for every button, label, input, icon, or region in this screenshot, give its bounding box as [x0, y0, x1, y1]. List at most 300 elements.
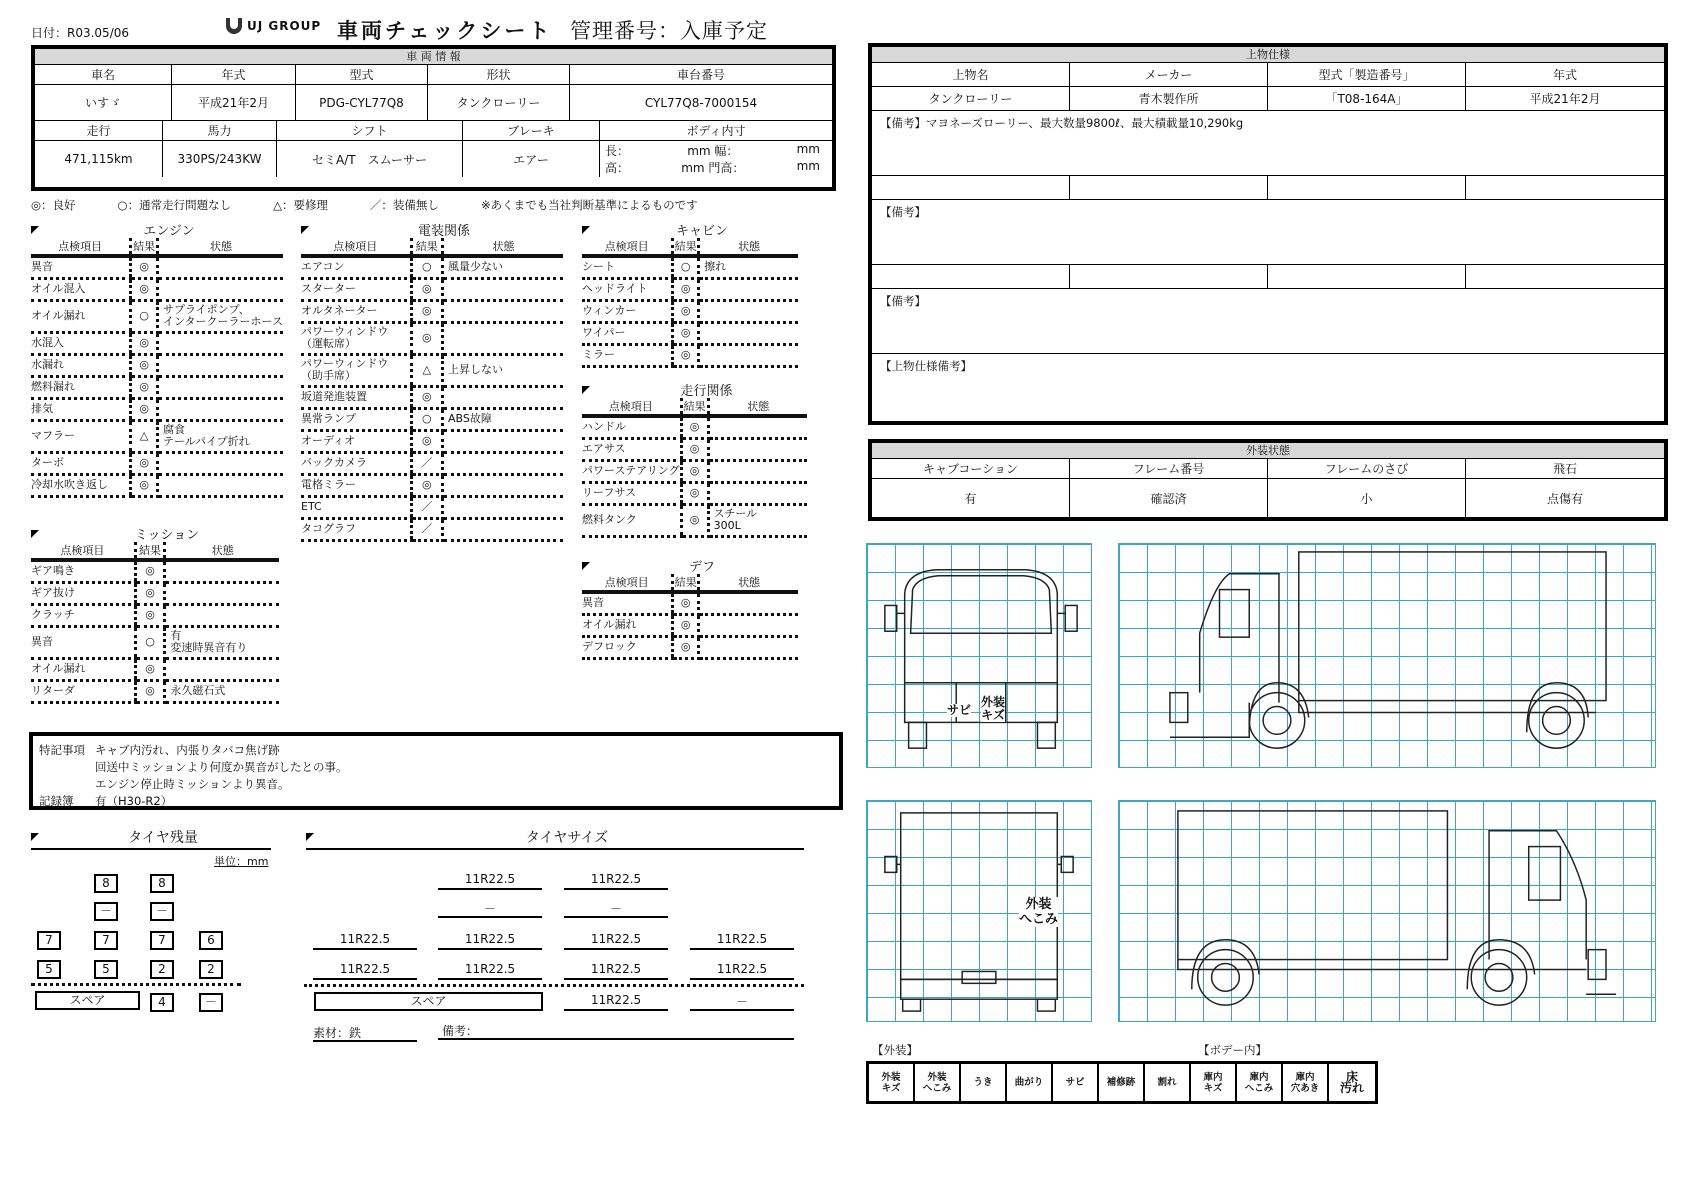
- check-result: ◎: [673, 322, 699, 344]
- section-name: 電装関係: [417, 224, 470, 239]
- spec-blank-row: [872, 176, 1664, 200]
- table-header-row: [582, 398, 807, 416]
- tire-depth: 7: [150, 931, 174, 950]
- section-title: [582, 557, 798, 574]
- section-name: キャビン: [675, 224, 728, 239]
- check-state: [442, 300, 563, 322]
- tire-depth: 6: [199, 931, 223, 950]
- key-body-label: 【ボデー内】: [1198, 1043, 1267, 1057]
- tire-depth: 4: [150, 993, 174, 1012]
- check-item: 異音: [582, 592, 673, 614]
- mileage: 471,115km: [35, 141, 163, 177]
- maker: 青木製作所: [1070, 87, 1268, 110]
- brand-name: UJ GROUP: [247, 19, 322, 33]
- table-row: [301, 256, 563, 278]
- divider: [304, 984, 804, 987]
- check-result: ◎: [411, 430, 442, 452]
- col-header: 型式「製造番号」: [1268, 63, 1466, 86]
- dim-label: mm 幅：: [687, 144, 739, 158]
- col-item-header: 点検項目: [31, 542, 135, 560]
- damage-key-item: 補修跡: [1099, 1064, 1145, 1101]
- spec-memo: 【備考】マヨネーズローリー、最大数量9800ℓ、最大積載量10,290kg: [872, 111, 1664, 176]
- exterior-header-row: [872, 459, 1664, 479]
- cab-caution: 有: [872, 479, 1070, 517]
- table-row: [31, 354, 283, 376]
- table-row: [582, 636, 798, 658]
- col-result-header: 結果: [131, 238, 158, 256]
- tire-size: 11R22.5: [690, 932, 794, 950]
- check-item: パワーウィンドウ （助手席）: [301, 354, 411, 386]
- damage-key-item: 外装 へこみ: [915, 1064, 961, 1101]
- check-state: ABS故障: [442, 408, 563, 430]
- truck-right-side-drawing: [1119, 801, 1655, 1021]
- tire-depth: 8: [94, 874, 118, 893]
- col-header: 車台番号: [676, 68, 725, 82]
- check-state: [699, 344, 798, 366]
- table-row: [582, 278, 798, 300]
- check-result: △: [411, 354, 442, 386]
- spec-memo: 【上物仕様備考】: [880, 359, 972, 373]
- section-name: ミッション: [134, 528, 200, 543]
- check-state: [165, 658, 279, 680]
- check-result: ◎: [673, 300, 699, 322]
- check-result: ◎: [411, 278, 442, 300]
- check-result: ◎: [131, 474, 158, 496]
- col-header: 走行: [35, 121, 163, 140]
- check-item: 坂道発進装置: [301, 386, 411, 408]
- col-state-header: 状態: [699, 238, 798, 256]
- section-title: [301, 221, 563, 238]
- table-row: [31, 300, 283, 332]
- vehicle-info-table: [31, 45, 836, 191]
- check-state: 腐食 テールパイプ折れ: [157, 420, 283, 452]
- dim-label: mm 門高：: [681, 161, 745, 175]
- table-header-row: [31, 542, 279, 560]
- tire-depth: －: [199, 993, 223, 1012]
- check-state: [157, 452, 283, 474]
- tire-size: －: [564, 900, 668, 918]
- table-row: [31, 278, 283, 300]
- tire-size: 11R22.5: [438, 872, 542, 890]
- section-marker-icon: [582, 562, 590, 570]
- exterior-state: [868, 439, 1668, 521]
- check-item: パワーステアリング: [582, 460, 681, 482]
- upper-body-spec: [868, 43, 1668, 425]
- table-row: [31, 398, 283, 420]
- check-item: 冷却水吹き返し: [31, 474, 131, 496]
- check-item: ミラー: [582, 344, 673, 366]
- truck-right-side-diagram[interactable]: [1118, 800, 1656, 1022]
- col-result-header: 結果: [411, 238, 442, 256]
- check-result: ◎: [131, 354, 158, 376]
- divider: [306, 848, 804, 850]
- check-item: 燃料漏れ: [31, 376, 131, 398]
- col-state-header: 状態: [165, 542, 279, 560]
- tire-size: －: [438, 900, 542, 918]
- table-row: [582, 322, 798, 344]
- check-state: [157, 256, 283, 278]
- frame-rust: 小: [1268, 479, 1466, 517]
- check-item: リターダ: [31, 680, 135, 702]
- table-row: [582, 416, 807, 438]
- table-row: [31, 680, 279, 702]
- legend-item: ○：通常走行問題なし: [117, 198, 232, 212]
- tire-size: 11R22.5: [438, 962, 542, 980]
- damage-key-item: 割れ: [1145, 1064, 1191, 1101]
- special-notes: [29, 732, 843, 810]
- check-state: [699, 636, 798, 658]
- table-header-row: [301, 238, 563, 256]
- section-title: [31, 525, 279, 542]
- table-row: [301, 408, 563, 430]
- dim-label: mm: [796, 159, 820, 173]
- mission-section: [31, 525, 279, 704]
- check-state: [165, 582, 279, 604]
- col-header: 上物名: [872, 63, 1070, 86]
- spec-value-row: [872, 87, 1664, 111]
- table-row: [582, 300, 798, 322]
- check-item: 水漏れ: [31, 354, 131, 376]
- tire-depth: 7: [37, 931, 61, 950]
- check-item: ハンドル: [582, 416, 681, 438]
- diff-check-table: [582, 574, 798, 660]
- check-result: ◎: [673, 278, 699, 300]
- tire-depth: 5: [37, 960, 61, 979]
- check-result: ○: [411, 256, 442, 278]
- table-row: [31, 658, 279, 680]
- check-result: ◎: [673, 614, 699, 636]
- upper-year: 平成21年2月: [1529, 92, 1601, 106]
- document-title: 車両チェックシート: [337, 19, 553, 43]
- table-row: [301, 452, 563, 474]
- check-result: ◎: [131, 256, 158, 278]
- engine-section: [31, 221, 283, 498]
- check-state: [165, 560, 279, 582]
- damage-mark-dent: 外装 へこみ: [1019, 897, 1059, 927]
- table-row: [582, 344, 798, 366]
- check-state: [699, 614, 798, 636]
- check-result: ◎: [131, 452, 158, 474]
- electric-section: [301, 221, 563, 542]
- tire-remark: 備考：: [438, 1022, 794, 1040]
- spec-header-row: [872, 63, 1664, 87]
- check-item: シート: [582, 256, 673, 278]
- shift: セミA/T スムーサー: [277, 141, 463, 177]
- car-name: いすゞ: [35, 85, 172, 120]
- legend-item: ／：装備無し: [369, 198, 439, 212]
- tire-depth: 2: [199, 960, 223, 979]
- vehicle-info-band: 車 両 情 報: [35, 49, 832, 65]
- check-state: [708, 438, 807, 460]
- frame-number: 確認済: [1070, 479, 1268, 517]
- col-item-header: 点検項目: [582, 238, 673, 256]
- check-state: [157, 332, 283, 354]
- check-state: 上昇しない: [442, 354, 563, 386]
- table-row: [31, 420, 283, 452]
- check-result: ○: [411, 408, 442, 430]
- table-row: [31, 376, 283, 398]
- check-item: ワイパー: [582, 322, 673, 344]
- check-item: パワーウィンドウ （運転席）: [301, 322, 411, 354]
- check-state: [157, 474, 283, 496]
- check-state: [442, 518, 563, 540]
- col-item-header: 点検項目: [301, 238, 411, 256]
- tire-material: 素材：鉄: [313, 1024, 417, 1042]
- body-inner-dimensions: [600, 141, 832, 177]
- check-state: [699, 300, 798, 322]
- section-marker-icon: [31, 530, 39, 538]
- check-item: 排気: [31, 398, 131, 420]
- spec-memo: 【備考】: [872, 289, 1664, 354]
- check-result: ◎: [411, 474, 442, 496]
- table-row: [582, 592, 798, 614]
- tire-size: 11R22.5: [438, 932, 542, 950]
- table-row: [31, 604, 279, 626]
- company-logo: [226, 18, 321, 34]
- tire-size: 11R22.5: [313, 962, 417, 980]
- check-item: クラッチ: [31, 604, 135, 626]
- check-state: [442, 474, 563, 496]
- check-state: 風量少ない: [442, 256, 563, 278]
- truck-front-drawing: [867, 544, 1091, 767]
- table-row: [31, 452, 283, 474]
- damage-key-item: うき: [961, 1064, 1007, 1101]
- vehicle-value-row-2: [35, 141, 832, 177]
- check-state: [157, 354, 283, 376]
- damage-key-item: 外装 キズ: [869, 1064, 915, 1101]
- management-number: 管理番号：入庫予定: [570, 19, 768, 43]
- table-row: [301, 386, 563, 408]
- body-shape: タンクローリー: [428, 85, 570, 120]
- check-item: ギア抜け: [31, 582, 135, 604]
- check-state: 擦れ: [699, 256, 798, 278]
- table-row: [301, 496, 563, 518]
- check-result: ○: [131, 300, 158, 332]
- check-state: [442, 278, 563, 300]
- table-row: [31, 332, 283, 354]
- exterior-value-row: [872, 479, 1664, 517]
- check-state: [442, 496, 563, 518]
- check-result: ◎: [131, 278, 158, 300]
- section-name: デフ: [688, 560, 715, 575]
- dim-label: mm: [796, 142, 820, 156]
- brake: エアー: [463, 141, 600, 177]
- section-marker-icon: [31, 833, 39, 841]
- check-item: オイル漏れ: [582, 614, 673, 636]
- col-header: 形状: [428, 65, 570, 84]
- check-item: デフロック: [582, 636, 673, 658]
- tire-size: 11R22.5: [690, 962, 794, 980]
- check-item: 異音: [31, 626, 135, 658]
- col-header: 型式: [296, 65, 428, 84]
- damage-key-item: サビ: [1053, 1064, 1099, 1101]
- section-marker-icon: [582, 226, 590, 234]
- truck-left-side-drawing: [1119, 544, 1655, 767]
- col-state-header: 状態: [699, 574, 798, 592]
- check-result: ／: [411, 518, 442, 540]
- check-result: ◎: [411, 322, 442, 354]
- truck-front-diagram[interactable]: [866, 543, 1092, 768]
- table-header-row: [582, 574, 798, 592]
- divider: [31, 983, 241, 986]
- col-header: ブレーキ: [463, 121, 600, 140]
- section-title: [582, 381, 807, 398]
- check-state: [442, 386, 563, 408]
- table-row: [582, 256, 798, 278]
- check-item: ETC: [301, 496, 411, 518]
- table-row: [31, 560, 279, 582]
- damage-key-item: 床 汚れ: [1339, 1069, 1364, 1095]
- cabin-section: [582, 221, 798, 368]
- check-state: スチール 300L: [708, 504, 807, 536]
- mission-check-table: [31, 542, 279, 704]
- divider: [31, 848, 271, 850]
- check-result: ◎: [135, 658, 165, 680]
- tire-size: －: [690, 993, 794, 1011]
- check-item: マフラー: [31, 420, 131, 452]
- damage-mark-scratch: 外装 キズ: [981, 695, 1006, 722]
- tire-size: 11R22.5: [564, 962, 668, 980]
- table-header-row: [582, 238, 798, 256]
- tire-depth: －: [150, 902, 174, 921]
- chassis-number: CYL77Q8-7000154: [644, 95, 758, 110]
- check-item: ギア鳴き: [31, 560, 135, 582]
- check-state: [699, 322, 798, 344]
- col-state-header: 状態: [442, 238, 563, 256]
- check-state: [699, 278, 798, 300]
- check-result: ○: [135, 626, 165, 658]
- section-name: タイヤサイズ: [525, 829, 609, 846]
- check-result: ◎: [135, 680, 165, 702]
- check-item: 異常ランプ: [301, 408, 411, 430]
- document-date: 日付：R03.05/06: [31, 26, 130, 40]
- col-item-header: 点検項目: [31, 238, 131, 256]
- table-row: [301, 430, 563, 452]
- table-row: [582, 460, 807, 482]
- table-row: [301, 322, 563, 354]
- col-header: ボディ内寸: [686, 124, 746, 138]
- spare-label: スペア: [314, 992, 543, 1011]
- table-row: [301, 518, 563, 540]
- check-result: ◎: [411, 386, 442, 408]
- running-section: [582, 381, 807, 538]
- check-result: ◎: [681, 438, 708, 460]
- check-result: ◎: [135, 560, 165, 582]
- table-row: [582, 482, 807, 504]
- check-result: ◎: [131, 376, 158, 398]
- check-state: [442, 452, 563, 474]
- spec-band: 上物仕様: [872, 47, 1664, 63]
- check-item: ヘッドライト: [582, 278, 673, 300]
- col-header: フレームのさび: [1268, 459, 1466, 478]
- check-result: ◎: [681, 504, 708, 536]
- check-result: ◎: [135, 582, 165, 604]
- unit-label: 単位：mm: [214, 855, 269, 868]
- exterior-band: 外装状態: [872, 443, 1664, 459]
- check-state: [708, 416, 807, 438]
- col-header: キャブコーション: [872, 459, 1070, 478]
- check-item: エアサス: [582, 438, 681, 460]
- records-label: 記録簿: [39, 794, 74, 808]
- check-result: ／: [411, 452, 442, 474]
- table-header-row: [31, 238, 283, 256]
- records-value: 有（H30-R2）: [95, 794, 173, 808]
- vehicle-value-row-1: [35, 85, 832, 121]
- damage-key-item: 庫内 へこみ: [1237, 1064, 1283, 1101]
- col-header: 年式: [172, 65, 296, 84]
- check-state: [165, 604, 279, 626]
- table-row: [31, 256, 283, 278]
- tire-depth: 5: [94, 960, 118, 979]
- damage-mark-rust: サビ: [947, 703, 972, 717]
- check-item: 異音: [31, 256, 131, 278]
- check-item: 電格ミラー: [301, 474, 411, 496]
- check-result: ◎: [131, 398, 158, 420]
- check-result: ◎: [681, 416, 708, 438]
- check-result: ◎: [681, 482, 708, 504]
- cabin-check-table: [582, 238, 798, 368]
- spare-label: スペア: [35, 991, 140, 1010]
- check-state: [442, 430, 563, 452]
- serial: 「T08-164A」: [1268, 87, 1466, 110]
- spec-memo: 【備考】: [872, 200, 1664, 265]
- check-result: ◎: [673, 344, 699, 366]
- tire-depth: 8: [150, 874, 174, 893]
- damage-key-item: 庫内 穴あき: [1283, 1064, 1329, 1101]
- table-row: [582, 614, 798, 636]
- table-row: [301, 354, 563, 386]
- tire-size: 11R22.5: [564, 872, 668, 890]
- section-marker-icon: [306, 833, 314, 841]
- tire-remaining-title: [31, 828, 271, 845]
- damage-key-item: 曲がり: [1007, 1064, 1053, 1101]
- check-state: サプライポンプ、 インタークーラーホース: [157, 300, 283, 332]
- check-result: ◎: [673, 636, 699, 658]
- col-header: メーカー: [1070, 63, 1268, 86]
- table-row: [31, 474, 283, 496]
- section-marker-icon: [31, 226, 39, 234]
- notes-line: エンジン停止時ミッションより異音。: [95, 777, 290, 791]
- table-row: [31, 626, 279, 658]
- dim-label: 高：: [605, 161, 630, 175]
- check-item: ウィンカー: [582, 300, 673, 322]
- check-state: 有 変速時異音有り: [165, 626, 279, 658]
- table-row: [301, 300, 563, 322]
- check-item: ターボ: [31, 452, 131, 474]
- upper-name: タンクローリー: [872, 87, 1070, 110]
- check-item: オイル混入: [31, 278, 131, 300]
- notes-line: 回送中ミッションより何度か異音がしたとの事。: [95, 760, 348, 774]
- col-state-header: 状態: [157, 238, 283, 256]
- check-item: 水混入: [31, 332, 131, 354]
- check-result: ◎: [673, 592, 699, 614]
- tire-depth: 2: [150, 960, 174, 979]
- truck-rear-diagram[interactable]: [866, 800, 1092, 1022]
- check-state: 永久磁石式: [165, 680, 279, 702]
- table-row: [301, 474, 563, 496]
- rating-legend: [31, 197, 821, 213]
- check-result: ◎: [131, 332, 158, 354]
- check-item: 燃料タンク: [582, 504, 681, 536]
- truck-left-side-diagram[interactable]: [1118, 543, 1656, 768]
- col-header: フレーム番号: [1070, 459, 1268, 478]
- table-row: [301, 278, 563, 300]
- horsepower: 330PS/243KW: [163, 141, 277, 177]
- check-result: △: [131, 420, 158, 452]
- table-row: [31, 582, 279, 604]
- check-item: オイル漏れ: [31, 658, 135, 680]
- section-name: エンジン: [143, 224, 195, 239]
